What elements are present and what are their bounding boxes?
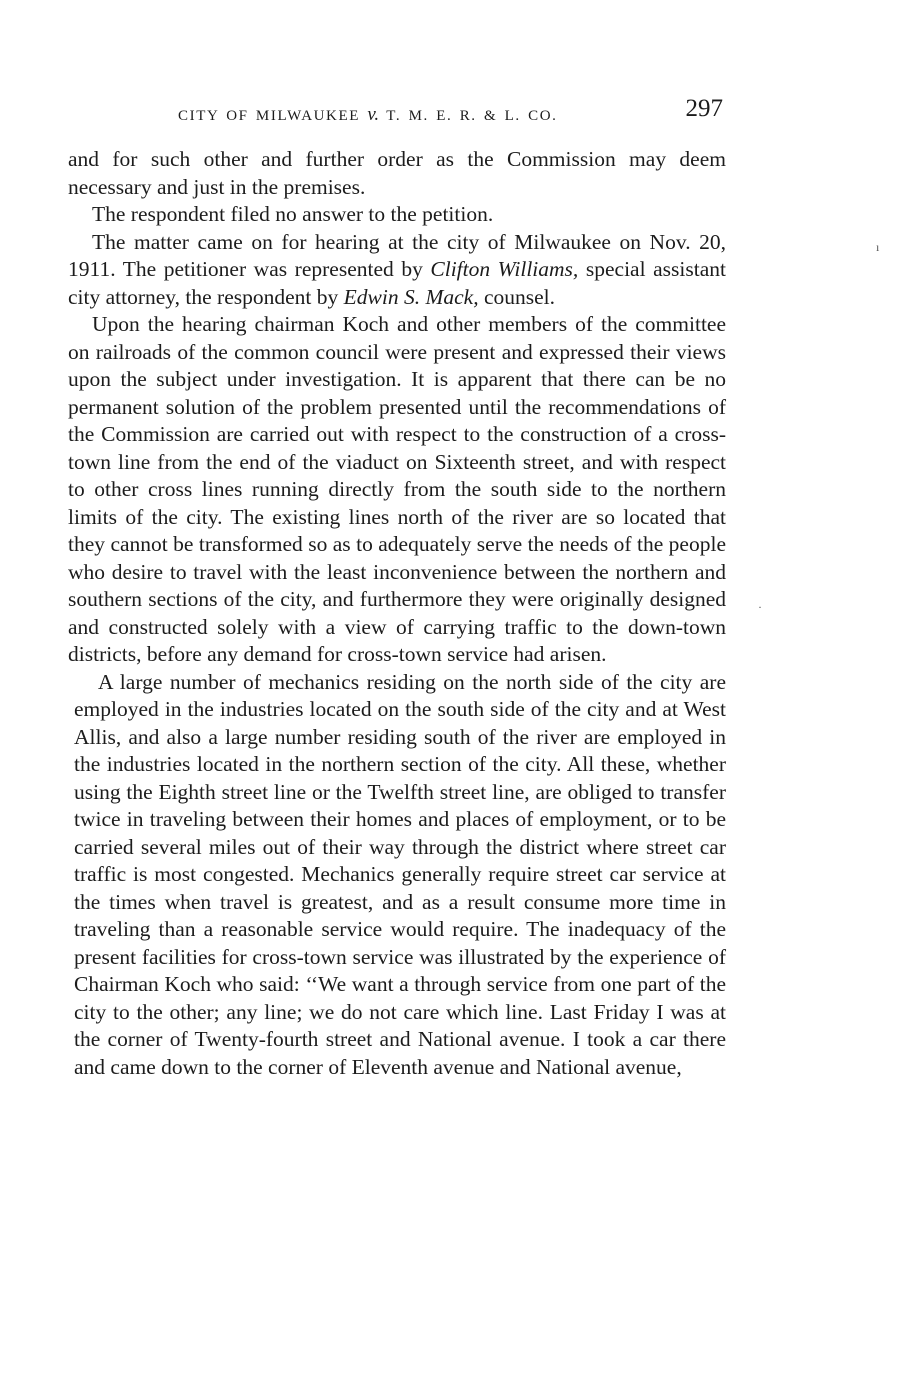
paragraph-continued [68, 146, 726, 201]
italic-name: Edwin S. Mack, [343, 284, 479, 309]
running-head [68, 95, 723, 131]
italic-name: Clifton Williams, [430, 257, 579, 281]
text-run: The matter came on for hearing at the city of Milwaukee on Nov. 20, 1911. The petitioner was represented by [68, 229, 726, 281]
text-run: The respondent filed no answer to the petition. [92, 202, 494, 226]
text-run: counsel. [478, 284, 556, 309]
page-number: 297 [685, 95, 723, 122]
paragraph-hearing [68, 229, 726, 312]
running-title-start: CITY OF MILWAUKEE [178, 108, 361, 124]
margin-mark: · [758, 600, 762, 614]
paragraph-mechanics [68, 669, 726, 1082]
text-run: Upon the hearing chairman Koch and other members of the committee on railroads of the common council were present and expressed their views upon the subject under investigation. It is apparent that there can be no permanent solution of the problem presented until the recommendations of the Commission are carried out with respect to the construction of a cross-town line from the end of the viaduct on Sixteenth street, and with respect to other cross lines running directly from the south side to the northern limits of the city. The existing lines north of the river are so located that they cannot be transformed so as to adequately serve the needs of the people who desire to travel with the least inconvenience between the northern and southern sections of the city, and furthermore they were originally designed and constructed solely with a view of carrying traffic to the down-town districts, before any demand for cross-town service had arisen. [68, 312, 726, 666]
paragraph-no-answer [68, 201, 726, 229]
paragraph-council-views [68, 311, 726, 669]
running-title [178, 104, 557, 126]
text-run: special assistant city attorney, the respondent by [68, 257, 726, 309]
body-text [68, 146, 726, 1081]
margin-mark: ı [876, 240, 880, 254]
running-title-end: T. M. E. R. & L. CO. [386, 108, 558, 124]
text-run: and for such other and further order as the Commission may deem necessary and just in the premises. [68, 147, 726, 199]
text-run: A large number of mechanics residing on the north side of the city are employed in the industries located on the south side of the city and at West Allis, and also a large number residing south of the river are employed in the industries located in the northern section of the city. All these, whether using the Eighth street line or the Twelfth street line, are obliged to transfer twice in traveling between their homes and places of employment, or to be carried several miles out of their way through the district where street car traffic is most congested. Mechanics generally require street car service at the times when travel is greatest, and as a result consume more time in traveling than a reasonable service would require. The inadequacy of the present facilities for cross-town service was illustrated by the experience of Chairman Koch who said: ‘‘We want a through service from one part of the city to the other; any line; we do not care which line. Last Friday I was at the corner of Twenty-fourth street and National avenue. I took a car there and came down to the corner of Eleventh avenue and National avenue, [74, 669, 726, 1079]
running-title-versus: v. [367, 104, 380, 125]
